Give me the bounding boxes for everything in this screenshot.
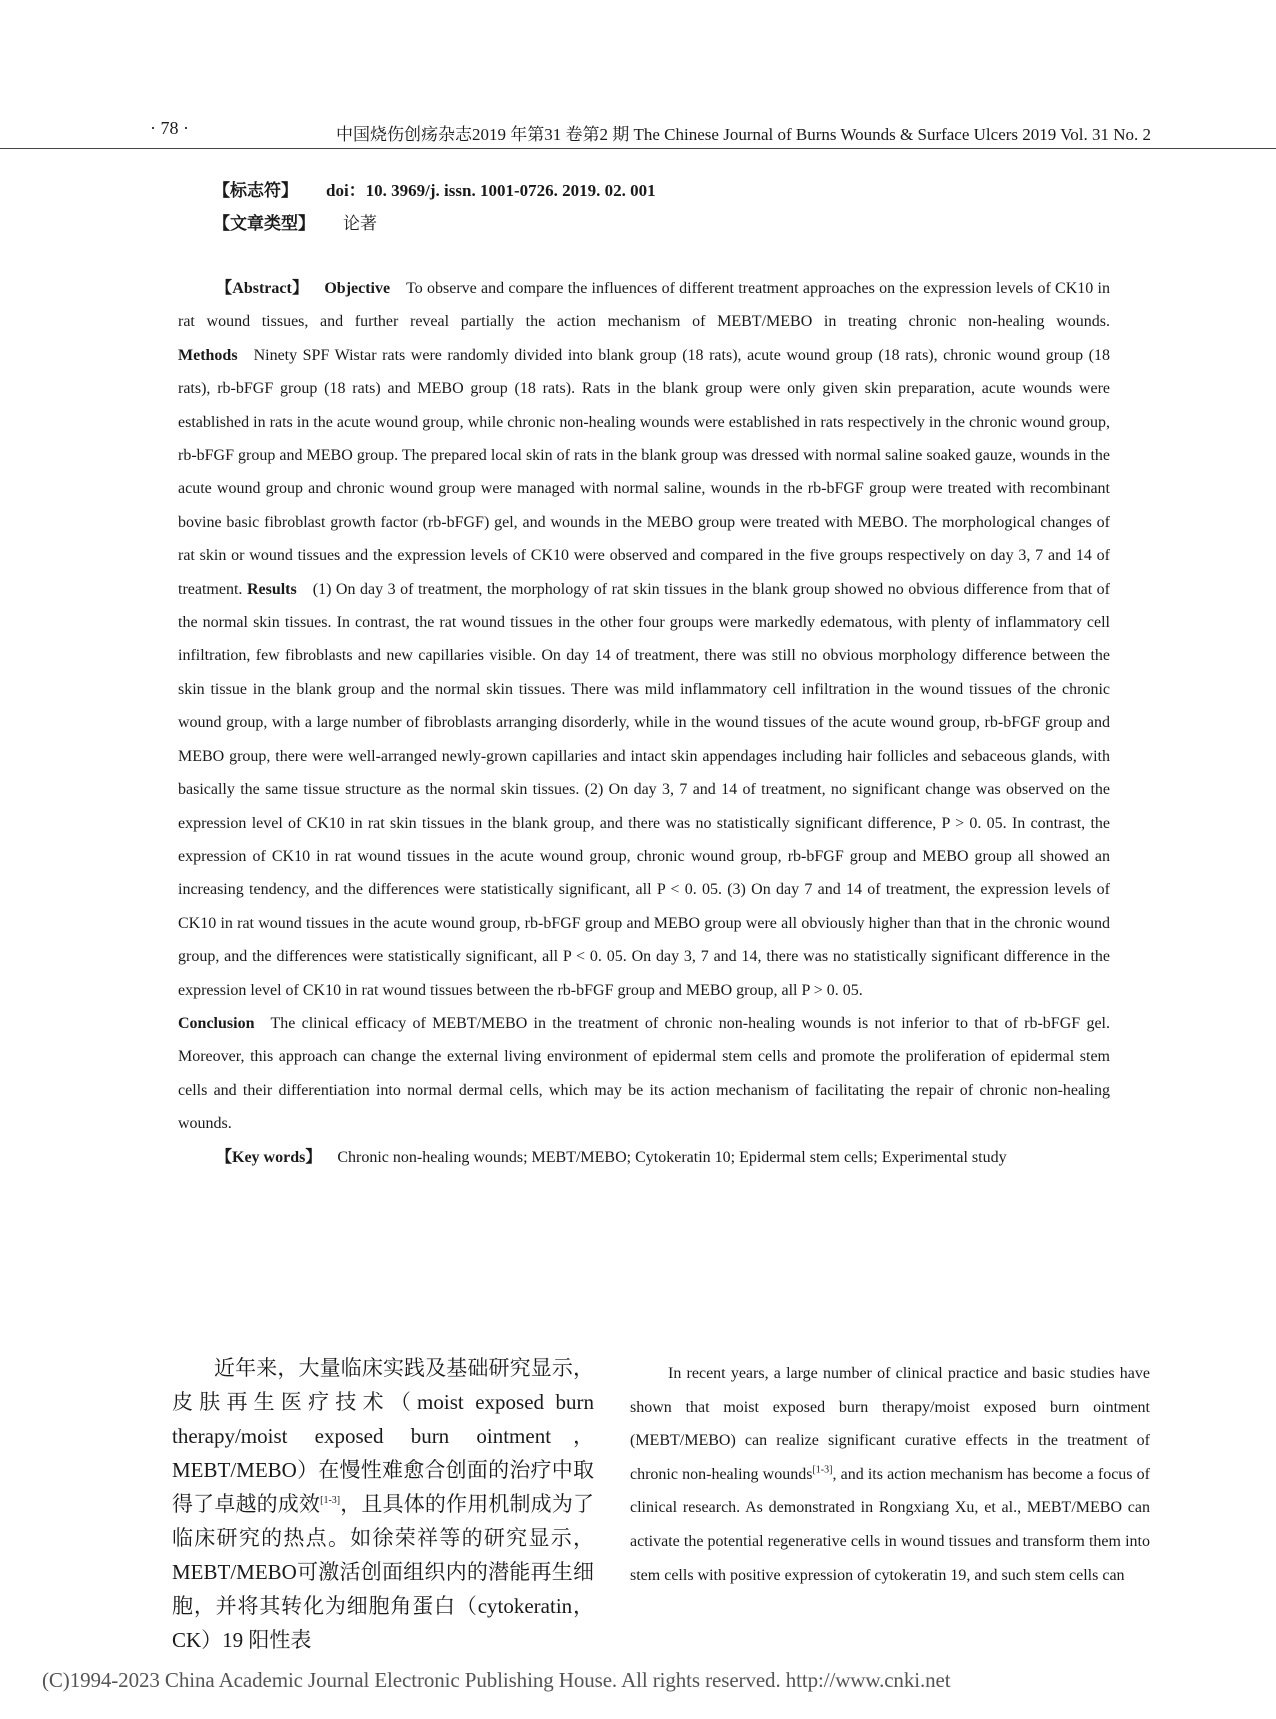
body-english-column (630, 1357, 1150, 1592)
abstract (178, 272, 1110, 1174)
page-number: · 78 · (150, 118, 189, 138)
body-chinese-column (172, 1351, 594, 1657)
methods-text: Ninety SPF Wistar rats were randomly divided into blank group (18 rats), acute wound group (18 rats), chronic wound group (18 rats), rb-bFGF group (18 rats) and MEBO group (18 rats). Rats in the blank group were only given skin preparation, acute wounds were established in rats in the acute wound group, while chronic non-healing wounds were established in rats respectively in the chronic wound group, rb-bFGF group and MEBO group. The prepared local skin of rats in the blank group was dressed with normal saline soaked gauze, wounds in the acute wound group and chronic wound group were managed with normal saline, wounds in the rb-bFGF group were treated with recombinant bovine basic fibroblast growth factor (rb-bFGF) gel, and wounds in the MEBO group were treated with MEBO. The morphological changes of rat skin or wound tissues and the expression levels of CK10 were observed and compared in the five groups respectively on day 3, 7 and 14 of treatment. (178, 346, 1110, 598)
keywords-text: Chronic non-healing wounds; MEBT/MEBO; Cytokeratin 10; Epidermal stem cells; Experimental study (337, 1148, 1007, 1166)
running-head: 中国烧伤创疡杂志2019 年第31 卷第2 期 The Chinese Journal of Burns Wounds & Surface Ulcers 2019 Vol. 31 No. 2 (336, 125, 1152, 144)
running-header (0, 118, 1276, 149)
body-cn-part1: 近年来，大量临床实践及基础研究显示，皮肤再生医疗技术（moist exposed burn therapy/moist exposed burn ointment，MEBT/MEBO）在慢性难愈合创面的治疗中取得了卓越的成效 (172, 1356, 594, 1516)
results-text: (1) On day 3 of treatment, the morphology of rat skin tissues in the blank group showed no obvious difference from that of the normal skin tissues. In contrast, the rat wound tissues in the other four groups were markedly edematous, with plenty of inflammatory cell infiltration, few fibroblasts and new capillaries visible. On day 14 of treatment, there was still no obvious morphology difference between the skin tissue in the blank group and the normal skin tissues. There was mild inflammatory cell infiltration in the wound tissues of the chronic wound group, with a large number of fibroblasts arranging disorderly, while in the wound tissues of the acute wound group, rb-bFGF group and MEBO group, there were well-arranged newly-grown capillaries and intact skin appendages including hair follicles and sebaceous glands, with basically the same tissue structure as the normal skin tissues. (2) On day 3, 7 and 14 of treatment, no significant change was observed on the expression level of CK10 in rat skin tissues in the blank group, and there was no statistically significant difference, P > 0. 05. In contrast, the expression of CK10 in rat wound tissues in the acute wound group, chronic wound group, rb-bFGF group and MEBO group all showed an increasing tendency, and the differences were statistically significant, all P < 0. 05. (3) On day 7 and 14 of treatment, the expression levels of CK10 in rat wound tissues in the acute wound group, rb-bFGF group and MEBO group were all obviously higher than that in the chronic wound group, and the differences were statistically significant, all P < 0. 05. On day 3, 7 and 14, there was no statistically significant difference in the expression level of CK10 in rat wound tissues between the rb-bFGF group and MEBO group, all P > 0. 05. (178, 580, 1111, 999)
body-en-part1: In recent years, a large number of clinical practice and basic studies have shown that moist exposed burn therapy/moist exposed burn ointment (MEBT/MEBO) can realize significant curative effects in the treatment of chronic non-healing wounds (630, 1365, 1150, 1483)
citation-ref: [1-3] (812, 1464, 833, 1476)
doi-value: doi：10. 3969/j. issn. 1001-0726. 2019. 02. 001 (326, 181, 656, 200)
article-type-label: 【文章类型】 (213, 214, 315, 233)
results-label: Results (246, 580, 297, 598)
methods-label: Methods (178, 346, 238, 364)
doi-line (213, 176, 656, 201)
article-type-value: 论著 (343, 214, 377, 233)
citation-ref: [1-3] (320, 1495, 341, 1506)
copyright-footer: (C)1994-2023 China Academic Journal Electronic Publishing House. All rights reserved. http://www.cnki.net (42, 1668, 951, 1692)
keywords-label: 【Key words】 (216, 1148, 322, 1166)
keywords (178, 1141, 1110, 1174)
conclusion-label: Conclusion (178, 1014, 255, 1032)
objective-text: To observe and compare the influences of different treatment approaches on the expression levels of CK10 in rat wound tissues, and further reveal partially the action mechanism of MEBT/MEBO in treating chronic non-healing wounds. (178, 280, 1110, 331)
body-en-part2: , and its action mechanism has become a focus of clinical research. As demonstrated in Rongxiang Xu, et al., MEBT/MEBO can activate the potential regenerative cells in wound tissues and transform them into stem cells with positive expression of cytokeratin 19, and such stem cells can (630, 1465, 1150, 1584)
objective-label: Objective (324, 280, 391, 297)
body-cn-part2: ，且具体的作用机制成为了临床研究的热点。如徐荣祥等的研究显示，MEBT/MEBO可激活创面组织内的潜能再生细胞，并将其转化为细胞角蛋白（cytokeratin，CK）19 阳性表 (172, 1492, 595, 1652)
article-type-line (213, 209, 377, 234)
conclusion-text: The clinical efficacy of MEBT/MEBO in the treatment of chronic non-healing wounds is not inferior to that of rb-bFGF gel. Moreover, this approach can change the external living environment of epidermal stem cells and promote the proliferation of epidermal stem cells and their differentiation into normal dermal cells, which may be its action mechanism of facilitating the repair of chronic non-healing wounds. (178, 1014, 1110, 1133)
abstract-label: 【Abstract】 (216, 280, 309, 297)
doi-label: 【标志符】 (213, 181, 298, 200)
